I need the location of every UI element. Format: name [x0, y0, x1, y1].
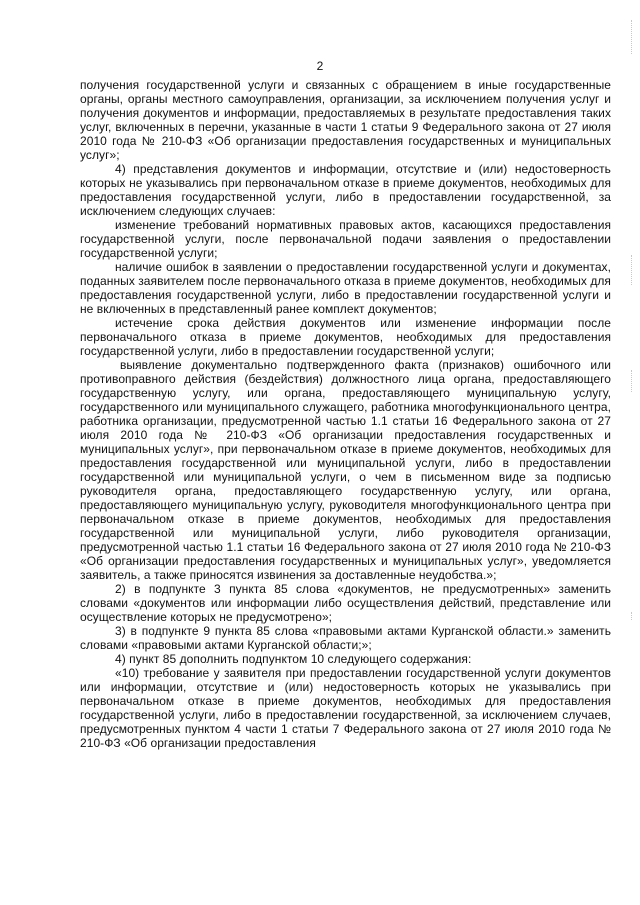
paragraph-case-requirements-change: изменение требований нормативных правовых актов, касающихся предоставления государственной услуги, после первоначальной подачи заявления о предоставлении государственной услуги; [80, 218, 611, 260]
scan-margin-marks [631, 370, 638, 392]
scan-margin-marks [631, 612, 638, 620]
document-body [80, 78, 611, 750]
page-number: 2 [316, 59, 324, 73]
paragraph-amendment-2: 2) в подпункте 3 пункта 85 слова «документов, не предусмотренных» заменить словами «документов или информации либо осуществления действий, представление или осуществление которых не предусмотрено»; [80, 582, 611, 624]
paragraph-case-unlawful-action: выявление документально подтвержденного факта (признаков) ошибочного или противоправного действия (бездействия) должностного лица органа, предоставляющего государственную услугу, или органа, предоставляющего муниципальную услугу, государственного или муниципального служащего, работника многофункционального центра, работника организации, предусмотренной частью 1.1 статьи 16 Федерального закона от 27 июля 2010 года № 210-ФЗ «Об организации предоставления государственных и муниципальных услуг», при первоначальном отказе в приеме документов, необходимых для предоставления государственной или муниципальной услуги, либо в предоставлении государственной или муниципальной услуги, о чем в письменном виде за подписью руководителя органа, предоставляющего государственную услугу, или органа, предоставляющего муниципальную услугу, руководителя многофункционального центра при первоначальном отказе в приеме документов, необходимых для предоставления государственной или муниципальной услуги, либо руководителя организации, предусмотренной частью 1.1 статьи 16 Федерального закона от 27 июля 2010 года № 210-ФЗ «Об организации предоставления государственных и муниципальных услуг», уведомляется заявитель, а также приносятся извинения за доставленные неудобства.»; [80, 358, 611, 582]
paragraph-case-errors: наличие ошибок в заявлении о предоставлении государственной услуги и документах, поданных заявителем после первоначального отказа в приеме документов, необходимых для предоставления государственной услуги, либо в предоставлении государственной услуги и не включенных в представленный ранее комплект документов; [80, 260, 611, 316]
paragraph-amendment-3: 3) в подпункте 9 пункта 85 слова «правовыми актами Курганской области.» заменить словами «правовыми актами Курганской области;»; [80, 624, 611, 652]
paragraph-item-4: 4) представления документов и информации, отсутствие и (или) недостоверность которых не указывались при первоначальном отказе в приеме документов, необходимых для предоставления государственной услуги, либо в предоставлении государственной, за исключением следующих случаев: [80, 162, 611, 218]
scan-margin-marks [631, 255, 638, 285]
scan-margin-marks [631, 20, 638, 54]
paragraph-case-expiry: истечение срока действия документов или изменение информации после первоначального отказа в приеме документов, необходимых для предоставления государственной услуги, либо в предоставлении государственной услуги; [80, 316, 611, 358]
paragraph-amendment-4: 4) пункт 85 дополнить подпунктом 10 следующего содержания: [115, 652, 472, 666]
paragraph-subitem-10: «10) требование у заявителя при предоставлении государственной услуги документов или информации, отсутствие и (или) недостоверность которых не указывались при первоначальном отказе в приеме документов, необходимых для предоставления государственной услуги, либо в предоставлении государственной, за исключением случаев, предусмотренных пунктом 4 части 1 статьи 7 Федерального закона от 27 июля 2010 года № 210-ФЗ «Об организации предоставления [80, 666, 611, 750]
paragraph-continuation: получения государственной услуги и связанных с обращением в иные государственные органы, органы местного самоуправления, организации, за исключением получения услуг и получения документов и информации, предоставляемых в результате предоставления таких услуг, включенных в перечни, указанные в части 1 статьи 9 Федерального закона от 27 июля 2010 года № 210-ФЗ «Об организации предоставления государственных и муниципальных услуг»; [80, 78, 611, 162]
